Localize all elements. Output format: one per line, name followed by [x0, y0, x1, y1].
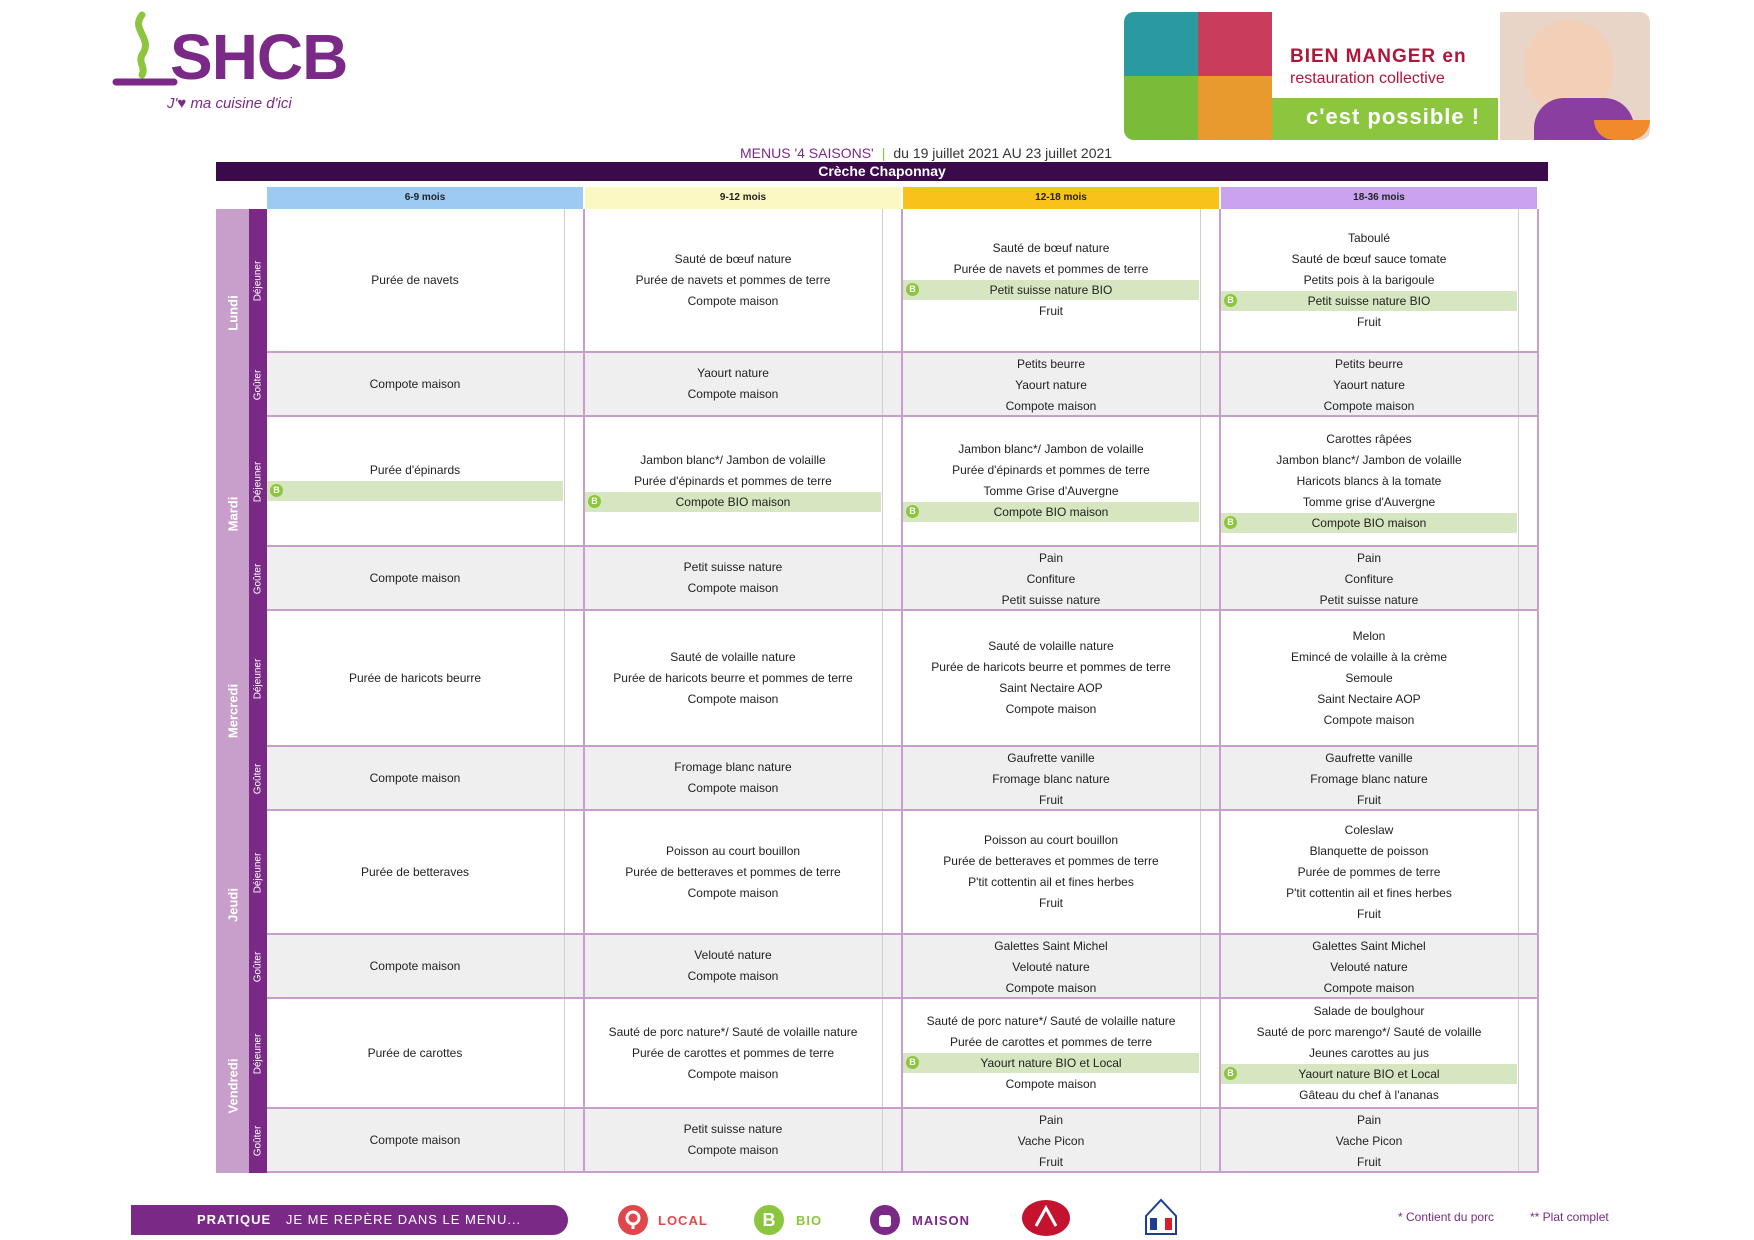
menu-cell: [903, 935, 1221, 999]
cell-divider: [1200, 417, 1201, 545]
title-separator: |: [881, 145, 886, 161]
menu-item: Pain: [1038, 551, 1064, 565]
legend-repere: JE ME REPÈRE DANS LE MENU...: [285, 1212, 522, 1227]
cell-divider: [882, 417, 883, 545]
menu-cell: [585, 417, 903, 547]
menu-item: Confiture: [1344, 572, 1394, 586]
menu-item: Carottes râpées: [1326, 431, 1412, 446]
cell-divider: [564, 547, 565, 609]
menu-item: Petit suisse nature BIO: [1307, 293, 1431, 308]
menu-item: Petits beurre: [1016, 357, 1086, 371]
menu-label: MENUS '4 SAISONS': [740, 145, 874, 161]
menu-dates: du 19 juillet 2021 AU 23 juillet 2021: [893, 145, 1113, 161]
cell-divider: [1518, 547, 1519, 609]
menu-item: Petit suisse nature BIO: [989, 283, 1113, 297]
banner-tile: [1124, 12, 1198, 76]
menu-item: Sauté de porc nature*/ Sauté de volaille nature: [608, 1024, 858, 1039]
cell-divider: [882, 209, 883, 351]
menu-item: Confiture: [1026, 572, 1076, 586]
menu-item: Fromage blanc nature: [674, 760, 792, 774]
menu-item: Compote maison: [687, 387, 779, 401]
menu-cell: [267, 611, 585, 747]
cell-divider: [564, 999, 565, 1107]
menu-item: Compote BIO maison: [993, 505, 1109, 519]
meal-label-text: Déjeuner: [252, 461, 264, 503]
meal-label-text: Déjeuner: [252, 658, 264, 700]
menu-item: Fruit: [1357, 906, 1381, 921]
menu-item: Petit suisse nature: [683, 560, 783, 574]
legend-pratique: PRATIQUE: [197, 1212, 272, 1227]
menu-item: Melon: [1352, 628, 1386, 643]
menu-item: Fruit: [1039, 304, 1063, 318]
cell-divider: [1200, 353, 1201, 415]
menu-item: Compote maison: [369, 376, 461, 391]
menu-item: Compote maison: [687, 293, 779, 308]
menu-item: Sauté de volaille nature: [988, 639, 1114, 653]
cell-divider: [882, 999, 883, 1107]
cell-divider: [1200, 935, 1201, 997]
menu-cell: [585, 353, 903, 417]
legend-local-label: LOCAL: [658, 1213, 708, 1228]
day-label-vendredi: [216, 999, 249, 1175]
menu-cell: [1221, 547, 1539, 611]
menu-item: Galettes Saint Michel: [1312, 939, 1426, 953]
cell-divider: [1518, 353, 1519, 415]
meal-label-dejeuner: [249, 611, 267, 748]
meal-label-gouter: [249, 935, 267, 1000]
menu-item: Fruit: [1039, 1155, 1063, 1169]
day-label-text: Jeudi: [225, 888, 240, 922]
cell-divider: [564, 935, 565, 997]
menu-cell: [267, 353, 585, 417]
age-header-2: 9-12 mois: [585, 187, 901, 209]
cell-divider: [1518, 417, 1519, 545]
menu-item: Compote maison: [1323, 981, 1415, 995]
creche-name: Crèche Chaponnay: [216, 162, 1548, 181]
menu-cell: [267, 417, 585, 547]
menu-cell: [903, 611, 1221, 747]
menu-cell: [585, 209, 903, 353]
menu-item: Sauté de porc marengo*/ Sauté de volaille: [1256, 1024, 1482, 1039]
menu-cell: [267, 747, 585, 811]
menu-cell: [585, 547, 903, 611]
menu-item: Pain: [1356, 1113, 1382, 1127]
menu-item: Galettes Saint Michel: [994, 939, 1108, 953]
menu-item: Purée d'épinards et pommes de terre: [634, 473, 832, 488]
menu-cell: [585, 747, 903, 811]
brand-name: SHCB: [170, 21, 348, 93]
menu-item: Velouté nature: [694, 948, 772, 962]
meal-label-text: Déjeuner: [252, 1033, 264, 1075]
menu-cell: [267, 935, 585, 999]
cell-divider: [1518, 811, 1519, 933]
menu-item: Purée de navets et pommes de terre: [635, 272, 831, 287]
meal-label-gouter: [249, 353, 267, 418]
cell-divider: [1200, 1109, 1201, 1171]
menu-item: Coleslaw: [1344, 822, 1394, 837]
menu-item: Fruit: [1357, 793, 1381, 807]
menu-item: Fromage blanc nature: [992, 772, 1110, 786]
menu-item: Purée de carottes: [367, 1045, 463, 1060]
bio-icon: B: [1224, 516, 1237, 529]
cell-divider: [1518, 611, 1519, 745]
banner-line-1: BIEN MANGER en: [1290, 46, 1467, 67]
menu-item: Yaourt nature: [697, 366, 769, 380]
cell-divider: [882, 811, 883, 933]
menu-cell: [1221, 353, 1539, 417]
menu-item: Compote maison: [687, 1143, 779, 1157]
menu-item: Vache Picon: [1335, 1134, 1403, 1148]
menu-item: Petits beurre: [1334, 357, 1404, 371]
cell-divider: [564, 811, 565, 933]
menu-item: Purée de navets: [371, 272, 459, 287]
menu-item: Velouté nature: [1330, 960, 1408, 974]
day-label-text: Mercredi: [225, 683, 240, 739]
menu-item: Tomme Grise d'Auvergne: [983, 484, 1119, 498]
cell-divider: [564, 1109, 565, 1171]
local-pin-icon: [616, 1203, 650, 1237]
cell-divider: [882, 353, 883, 415]
menu-item: Semoule: [1345, 670, 1393, 685]
note-plat: ** Plat complet: [1530, 1210, 1609, 1224]
menu-item: Sauté de bœuf sauce tomate: [1291, 251, 1447, 266]
menu-item: Sauté de bœuf nature: [674, 251, 792, 266]
meal-label-text: Goûter: [252, 369, 264, 401]
menu-cell: [585, 935, 903, 999]
menu-item: Tomme grise d'Auvergne: [1302, 494, 1436, 509]
menu-item: Compote maison: [369, 570, 461, 585]
menu-item: Purée de haricots beurre et pommes de terre: [931, 660, 1171, 674]
menu-item: Fruit: [1039, 793, 1063, 807]
bio-icon: B: [906, 1056, 919, 1069]
menu-cell: [585, 1109, 903, 1173]
menu-item: Jambon blanc*/ Jambon de volaille: [640, 452, 826, 467]
banner-line-2: restauration collective: [1290, 70, 1445, 87]
menu-cell: [903, 999, 1221, 1109]
menu-cell: [267, 1109, 585, 1173]
menu-item: Fromage blanc nature: [1310, 772, 1428, 786]
cell-divider: [564, 417, 565, 545]
meal-label-gouter: [249, 547, 267, 612]
menu-item: Purée d'épinards et pommes de terre: [952, 463, 1150, 477]
bio-icon: B: [588, 495, 601, 508]
day-label-text: Vendredi: [225, 1058, 240, 1114]
cell-divider: [1518, 999, 1519, 1107]
menu-cell: [1221, 999, 1539, 1109]
meal-label-dejeuner: [249, 999, 267, 1110]
cell-divider: [882, 1109, 883, 1171]
menu-item: Compote maison: [687, 969, 779, 983]
meal-label-text: Goûter: [252, 951, 264, 983]
menu-item: Compote BIO maison: [1311, 515, 1427, 530]
cell-divider: [564, 747, 565, 809]
menu-item: Compote maison: [1005, 702, 1097, 716]
menu-item: Jambon blanc*/ Jambon de volaille: [958, 442, 1144, 456]
cell-divider: [882, 611, 883, 745]
menu-item: P'tit cottentin ail et fines herbes: [1286, 885, 1452, 900]
cell-divider: [1200, 811, 1201, 933]
menu-item: Sauté de bœuf nature: [992, 241, 1110, 255]
menu-item: Compote maison: [1005, 399, 1097, 413]
menu-item: Pain: [1038, 1113, 1064, 1127]
menu-cell: [1221, 935, 1539, 999]
day-label-mercredi: [216, 611, 249, 813]
day-label-text: Lundi: [225, 295, 240, 331]
banner-tile: [1198, 12, 1272, 76]
cell-divider: [564, 611, 565, 745]
menu-item: Petit suisse nature: [1001, 593, 1101, 607]
age-header-1: 6-9 mois: [267, 187, 583, 209]
bio-icon: B: [1224, 294, 1237, 307]
cell-divider: [1200, 209, 1201, 351]
bien-manger-banner: [1124, 12, 1650, 140]
menu-item: Yaourt nature BIO et Local: [1298, 1066, 1440, 1081]
menu-item: Yaourt nature: [1015, 378, 1087, 392]
menu-cell: [903, 209, 1221, 353]
menu-item: Compote maison: [1323, 399, 1415, 413]
banner-tile: [1124, 76, 1198, 140]
menu-item: Emincé de volaille à la crème: [1290, 649, 1448, 664]
menu-item: Sauté de porc nature*/ Sauté de volaille nature: [926, 1014, 1176, 1028]
menu-item: Saint Nectaire AOP: [1317, 691, 1421, 706]
menu-item: Fruit: [1039, 896, 1063, 910]
menu-item: Purée de betteraves et pommes de terre: [943, 854, 1159, 868]
menu-cell: [585, 811, 903, 935]
menu-item: Gaufrette vanille: [1007, 751, 1095, 765]
menu-cell: [903, 547, 1221, 611]
bio-highlight: [267, 481, 563, 501]
menu-item: Petits pois à la barigoule: [1303, 272, 1435, 287]
menu-cell: [267, 999, 585, 1109]
menu-item: Compote maison: [687, 691, 779, 706]
menu-item: Compote maison: [687, 581, 779, 595]
menu-item: Compote maison: [1005, 981, 1097, 995]
menu-cell: [267, 811, 585, 935]
menu-cell: [903, 1109, 1221, 1173]
day-label-mardi: [216, 417, 249, 613]
meal-label-dejeuner: [249, 811, 267, 936]
menu-item: Poisson au court bouillon: [983, 833, 1119, 847]
bio-icon: B: [906, 283, 919, 296]
meal-label-gouter: [249, 747, 267, 812]
menu-cell: [1221, 811, 1539, 935]
cell-divider: [882, 935, 883, 997]
menu-item: Blanquette de poisson: [1309, 843, 1429, 858]
cell-divider: [564, 209, 565, 351]
bio-icon: B: [754, 1205, 784, 1235]
cell-divider: [1200, 611, 1201, 745]
menu-cell: [1221, 1109, 1539, 1173]
menu-item: Compote maison: [687, 1066, 779, 1081]
menu-item: Jeunes carottes au jus: [1308, 1045, 1430, 1060]
day-label-jeudi: [216, 811, 249, 1001]
banner-line-3: c'est possible !: [1306, 104, 1481, 129]
menu-item: Purée de betteraves et pommes de terre: [625, 864, 841, 879]
meal-label-dejeuner: [249, 209, 267, 354]
menu-item: Compote BIO maison: [675, 494, 791, 509]
cell-divider: [1518, 209, 1519, 351]
meal-label-text: Goûter: [252, 1125, 264, 1157]
menu-item: Petit suisse nature: [683, 1122, 783, 1136]
menu-cell: [585, 611, 903, 747]
cell-divider: [1518, 1109, 1519, 1171]
menu-cell: [1221, 417, 1539, 547]
menu-item: Yaourt nature: [1333, 378, 1405, 392]
menu-item: Purée de carottes et pommes de terre: [631, 1045, 835, 1060]
banner-tile: [1198, 76, 1272, 140]
cell-divider: [1200, 999, 1201, 1107]
cell-divider: [882, 547, 883, 609]
menu-item: Purée de navets et pommes de terre: [953, 262, 1149, 276]
menu-item: Taboulé: [1347, 230, 1391, 245]
cell-divider: [564, 353, 565, 415]
menu-item: Saint Nectaire AOP: [999, 681, 1103, 695]
menu-item: Purée de pommes de terre: [1297, 864, 1441, 879]
legend-maison-label: MAISON: [912, 1213, 970, 1228]
age-header-4: 18-36 mois: [1221, 187, 1537, 209]
menu-item: Compote maison: [687, 781, 779, 795]
menu-cell: [903, 417, 1221, 547]
day-label-lundi: [216, 209, 249, 419]
cell-divider: [882, 747, 883, 809]
menu-item: Petit suisse nature: [1319, 593, 1419, 607]
menu-cell: [1221, 747, 1539, 811]
cell-divider: [1200, 747, 1201, 809]
day-label-text: Mardi: [225, 496, 240, 532]
legend-bio-label: BIO: [796, 1213, 823, 1228]
menu-item: Poisson au court bouillon: [665, 843, 801, 858]
menu-cell: [903, 811, 1221, 935]
menu-item: Sauté de volaille nature: [670, 649, 796, 664]
menu-item: Vache Picon: [1017, 1134, 1085, 1148]
cell-divider: [1518, 935, 1519, 997]
brand-tagline: J'♥ ma cuisine d'ici: [167, 95, 292, 112]
meal-label-text: Déjeuner: [252, 260, 264, 302]
menu-item: Fruit: [1357, 314, 1381, 329]
menu-item: Yaourt nature BIO et Local: [980, 1056, 1122, 1070]
menu-item: Salade de boulghour: [1313, 1003, 1425, 1018]
menu-item: Purée de haricots beurre et pommes de terre: [613, 670, 853, 685]
menu-cell: [267, 209, 585, 353]
meal-label-text: Goûter: [252, 563, 264, 595]
legend-bar: [131, 1205, 568, 1235]
viandes-de-france-icon: [1138, 1196, 1184, 1238]
menu-item: Compote maison: [687, 885, 779, 900]
menu-item: Purée d'épinards: [369, 463, 461, 477]
menu-item: Velouté nature: [1012, 960, 1090, 974]
menu-item: Compote maison: [369, 958, 461, 973]
menu-item: Compote maison: [369, 770, 461, 785]
menu-item: Gâteau du chef à l'ananas: [1299, 1087, 1439, 1102]
shcb-logo: [112, 10, 362, 115]
menu-cell: [903, 747, 1221, 811]
menu-item: Compote maison: [1323, 712, 1415, 727]
age-header-3: 12-18 mois: [903, 187, 1219, 209]
menu-item: Purée de carottes et pommes de terre: [949, 1035, 1153, 1049]
menu-cell: [903, 353, 1221, 417]
menu-cell: [1221, 611, 1539, 747]
meal-label-text: Déjeuner: [252, 852, 264, 894]
bio-icon: B: [906, 505, 919, 518]
menu-item: Haricots blancs à la tomate: [1296, 473, 1442, 488]
menu-cell: [1221, 209, 1539, 353]
chef-hat-icon: [868, 1203, 902, 1237]
meal-label-gouter: [249, 1109, 267, 1174]
menu-cell: [267, 547, 585, 611]
menu-item: Purée de betteraves: [360, 864, 470, 879]
label-rouge-icon: [1018, 1198, 1074, 1238]
menu-item: Gaufrette vanille: [1325, 751, 1413, 765]
cell-divider: [1518, 747, 1519, 809]
menu-item: Pain: [1356, 551, 1382, 565]
meal-label-text: Goûter: [252, 763, 264, 795]
note-porc: * Contient du porc: [1398, 1210, 1495, 1224]
menu-item: Purée de haricots beurre: [348, 670, 482, 685]
cell-divider: [1200, 547, 1201, 609]
meal-label-dejeuner: [249, 417, 267, 548]
menu-cell: [585, 999, 903, 1109]
menu-item: Jambon blanc*/ Jambon de volaille: [1276, 452, 1462, 467]
menu-item: Compote maison: [1005, 1077, 1097, 1091]
menu-item: Compote maison: [369, 1132, 461, 1147]
menu-item: Fruit: [1357, 1155, 1381, 1169]
bio-icon: B: [1224, 1067, 1237, 1080]
menu-title: [740, 145, 1112, 161]
menu-item: P'tit cottentin ail et fines herbes: [968, 875, 1134, 889]
bio-icon: B: [270, 484, 283, 497]
